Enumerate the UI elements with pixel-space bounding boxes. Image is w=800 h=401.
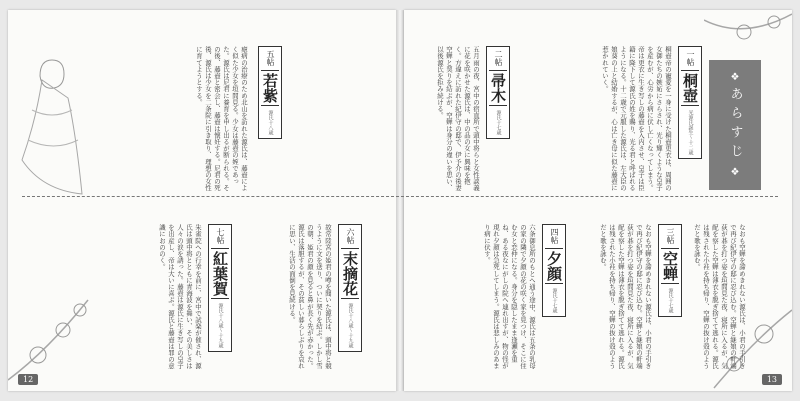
chapter-title: 五帖 若紫 源氏十八歳 [258, 46, 282, 139]
ornament-icon: ❖ [730, 72, 740, 83]
chapter-text: 朱雀院への行幸を前に、宮中で試楽が催され、源氏は頭中将とともに青海波を舞い、その美しさは人々の涙を誘った。藤壺は源氏に生き写しの皇子を出産し、帝は大いに喜ぶ。源氏と藤壺は罪の意識におののく。 [158, 224, 202, 370]
chapter-title: 一帖 桐壺 光源氏誕生〜十二歳 [678, 46, 702, 159]
page-number: 12 [18, 374, 38, 385]
chapter-title: 七帖 紅葉賀 源氏十八歳〜十九歳 [208, 224, 232, 352]
heian-lady-illustration [12, 50, 90, 200]
page-number: 13 [762, 374, 782, 385]
chapter-title: 四帖 夕顔 源氏十七歳 [542, 224, 566, 317]
summary-label: ❖ あらすじ ❖ [709, 60, 761, 190]
section-divider [22, 196, 778, 197]
right-page [404, 10, 792, 391]
chapter-text: なおも空蝉を諦めきれない源氏は、小君の手引きで再び紀伊守の邸に忍び込む。空蝉と継娘の軒端荻が碁を打つ姿を垣間見た夜、寝所に入るが、気配を察した空蝉は薄衣を脱ぎ捨てて逃れる。源氏は残された小袿を持ち帰り、空蝉の抜け殻のようだと歌を詠む。 [599, 224, 652, 370]
book-spine [396, 10, 404, 391]
chapter-text: 故常陸宮の姫君の噂を聞いた源氏は、頭中将と競うように文を送り、ついに契りを結ぶ。しかし雪の朝、姫君の顔を見ると鼻が長く先が赤かった。源氏は落胆するが、その貧しい暮らしぶりを哀れに思い、生活の面倒を見続ける。 [288, 224, 332, 370]
chapter-text: なおも空蝉を諦めきれない源氏は、小君の手引きで再び紀伊守の邸に忍び込む。空蝉と継娘の軒端荻が碁を打つ姿を垣間見た夜、寝所に入るが、気配を察した空蝉は薄衣を脱ぎ捨てて逃れる。源氏は残された小袿を持ち帰り、空蝉の抜け殻のようだと歌を詠む。 [693, 224, 746, 370]
chapter-text: 桐壺帝の寵愛を一身に受けた桐壺更衣は、周囲の女御たちの嫉妬にさらされ、光り輝くような皇子を産むが、心労から病に伏し亡くなってしまう。帝は更衣に生き写しの藤壺を入内させ、皇子は臣籍に降下して源氏の姓を賜り、光る君と呼ばれるようになる。十二歳で元服した源氏は、左大臣の娘葵の上と結婚するが、心は亡き母に似た藤壺に惹かれていく。 [601, 46, 672, 192]
chapter-text: 六条御息所のもとへ通う途中、源氏は五条の乳母の家の隣で夕顔の花の咲く家を見つけ、そこに住む女と恋仲になる。身分を隠したまま逢瀬を重ね、ある夜なにがしの院へ連れ出すが、物の怪が現れ夕顔は急死してしまう。源氏は悲しみのあまり病に伏す。 [483, 224, 536, 370]
sakura-branch-icon [704, 10, 792, 56]
chapter-title: 三帖 空蝉 源氏十七歳 [658, 224, 682, 317]
left-page [8, 10, 396, 391]
ornament-icon: ❖ [730, 167, 740, 178]
chapter-title: 六帖 末摘花 源氏十八歳〜十九歳 [338, 224, 362, 352]
chapter-text: 瘧病の治療のため北山を訪れた源氏は、藤壺によく似た少女を垣間見る。少女は藤壺の姪であった。源氏は尼君に養育を申し出るが断られる。その後、藤壺と密会し、藤壺は懐妊する。尼君の死後、源氏は少女を二条院に引き取り、理想の女性に育てようとする。 [195, 46, 248, 192]
chapter-text: 五月雨の夜、宮中の宿直所で頭中将らと女性談義に花を咲かせた源氏は、中の品の女に興味を抱く。方違えに訪れた紀伊守の邸で、伊予介の後妻空蝉と契りを結ぶが、空蝉は身分の違いを思い、以後源氏を拒み続ける。 [436, 46, 480, 192]
chapter-title: 二帖 帚木 源氏十七歳 [486, 46, 510, 139]
